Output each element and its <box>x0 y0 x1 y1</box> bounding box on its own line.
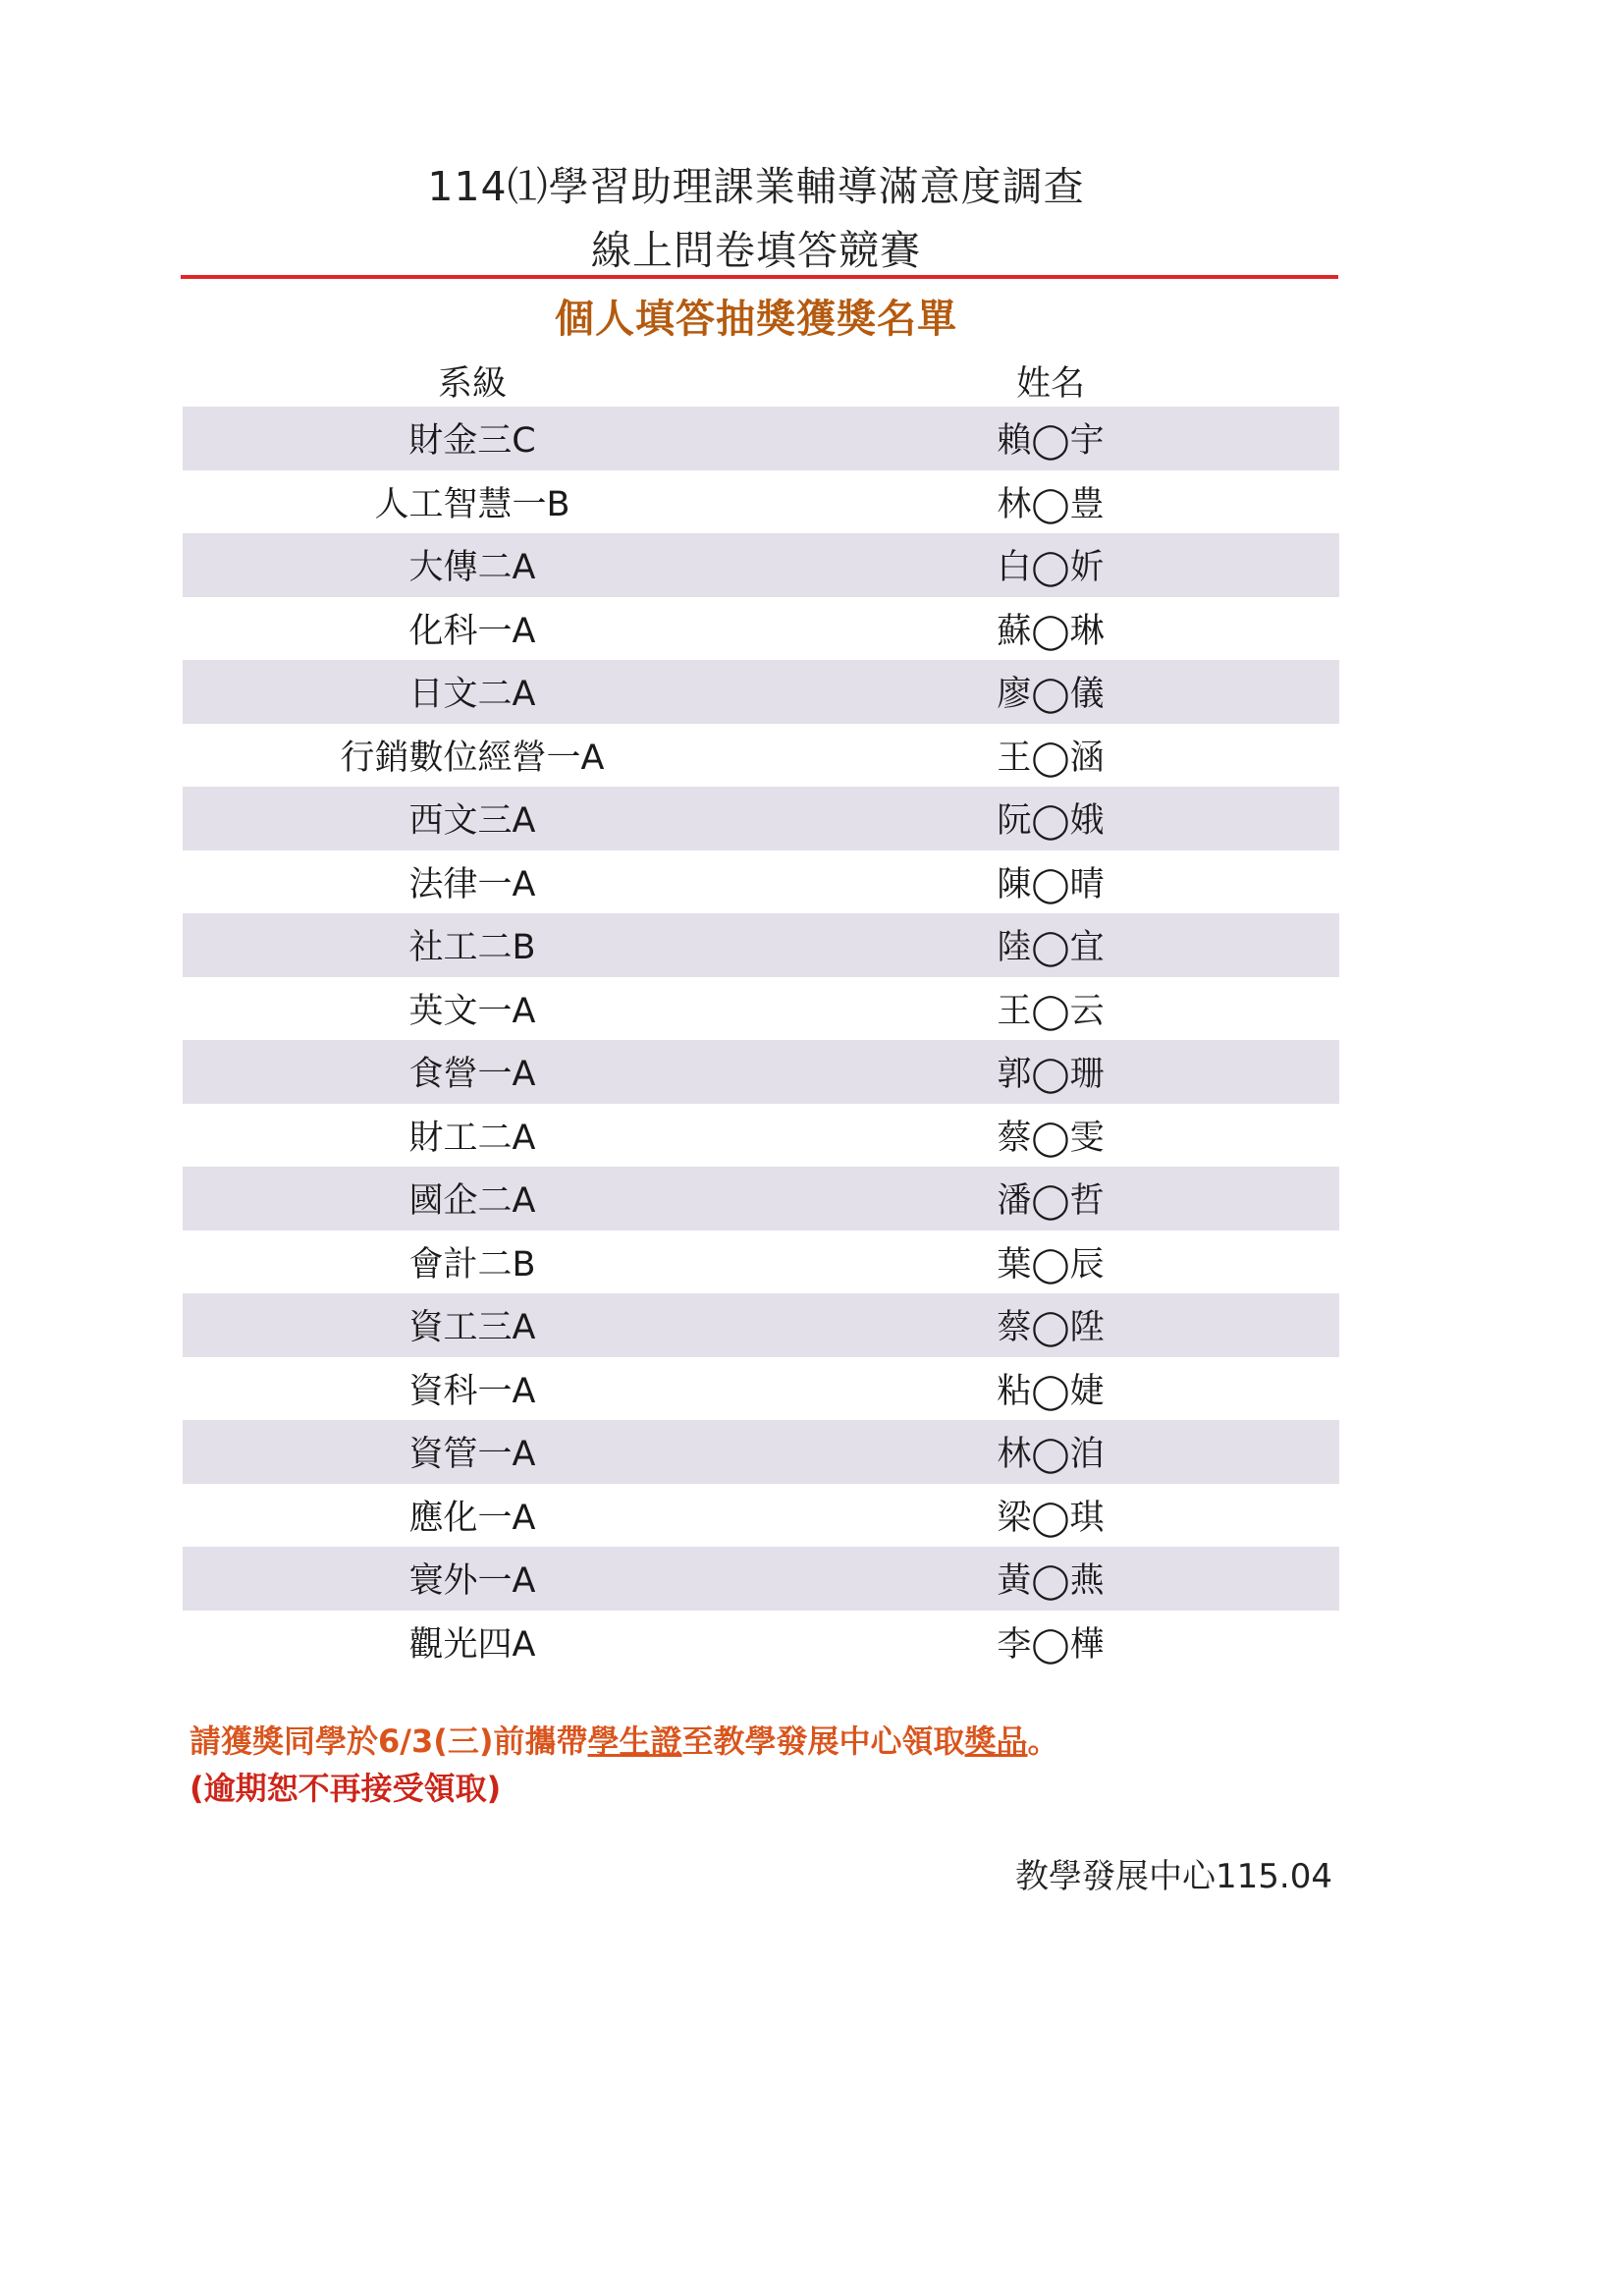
cell-name: 潘◯哲 <box>997 1181 1105 1222</box>
cell-name: 粘◯婕 <box>997 1371 1105 1411</box>
document-title-line-2: 線上問卷填答競賽 <box>591 227 921 274</box>
table-body <box>183 407 1339 1673</box>
cell-name: 蔡◯陞 <box>997 1308 1105 1348</box>
cell-name: 李◯樺 <box>997 1624 1105 1665</box>
notice-prize: 獎品 <box>964 1722 1028 1760</box>
cell-name: 林◯豊 <box>997 484 1105 524</box>
cell-name: 王◯云 <box>997 991 1105 1031</box>
cell-department: 資管一A <box>408 1435 536 1475</box>
cell-name: 王◯涵 <box>997 738 1105 778</box>
cell-name: 白◯妡 <box>997 548 1105 588</box>
cell-department: 資科一A <box>408 1371 536 1411</box>
table-row <box>183 977 1339 1041</box>
cell-name: 陸◯宜 <box>997 928 1105 968</box>
issuer-signature: 教學發展中心115.04 <box>1015 1857 1332 1896</box>
table-row <box>183 913 1339 977</box>
notice-text-1: 請獲獎同學於6/3(三)前攜帶 <box>189 1722 588 1760</box>
document-title-line-1: 114⑴學習助理課業輔導滿意度調查 <box>427 163 1085 210</box>
cell-department: 觀光四A <box>408 1624 536 1665</box>
cell-department: 大傳二A <box>408 548 536 588</box>
cell-department: 財工二A <box>408 1118 536 1158</box>
column-header-department: 系級 <box>437 364 507 404</box>
cell-department: 財金三C <box>408 421 536 462</box>
table-row <box>183 407 1339 470</box>
cell-name: 賴◯宇 <box>997 421 1105 462</box>
table-row <box>183 787 1339 850</box>
cell-name: 葉◯辰 <box>997 1244 1105 1285</box>
cell-department: 會計二B <box>408 1244 536 1285</box>
table-header <box>183 355 1339 407</box>
cell-department: 化科一A <box>408 611 536 651</box>
cell-name: 廖◯儀 <box>997 675 1105 715</box>
cell-name: 陳◯晴 <box>997 864 1105 904</box>
notice-student-id: 學生證 <box>587 1722 682 1760</box>
expiry-notice: (逾期恕不再接受領取) <box>189 1770 502 1807</box>
table-row <box>183 533 1339 597</box>
cell-department: 人工智慧一B <box>374 484 570 524</box>
cell-name: 林◯洎 <box>997 1435 1105 1475</box>
table-row <box>183 1293 1339 1357</box>
winners-list-subtitle: 個人填答抽獎獲獎名單 <box>555 297 957 342</box>
table-row <box>183 597 1339 661</box>
cell-department: 英文一A <box>408 991 536 1031</box>
cell-department: 日文二A <box>408 675 536 715</box>
cell-department: 資工三A <box>408 1308 536 1348</box>
table-row <box>183 1420 1339 1484</box>
collection-notice <box>189 1717 1059 1762</box>
cell-name: 蔡◯雯 <box>997 1118 1105 1158</box>
table-row <box>183 1547 1339 1611</box>
notice-text-3: 。 <box>1027 1722 1059 1760</box>
table-row <box>183 660 1339 724</box>
table-row <box>183 1611 1339 1674</box>
cell-department: 國企二A <box>408 1181 536 1222</box>
cell-department: 社工二B <box>408 928 536 968</box>
table-row <box>183 1040 1339 1104</box>
notice-text-2: 至教學發展中心領取 <box>681 1722 965 1760</box>
cell-name: 梁◯琪 <box>997 1498 1105 1538</box>
table-row <box>183 1104 1339 1168</box>
cell-department: 應化一A <box>408 1498 536 1538</box>
table-row <box>183 1230 1339 1294</box>
cell-department: 食營一A <box>408 1055 536 1095</box>
table-row <box>183 724 1339 788</box>
table-row <box>183 1167 1339 1230</box>
table-row <box>183 470 1339 534</box>
title-divider <box>181 275 1338 279</box>
cell-name: 黃◯燕 <box>997 1561 1105 1602</box>
cell-department: 行銷數位經營一A <box>340 738 605 778</box>
cell-name: 郭◯珊 <box>997 1055 1105 1095</box>
table-row <box>183 1484 1339 1548</box>
winners-table <box>183 355 1339 1673</box>
column-header-name: 姓名 <box>1015 364 1085 404</box>
cell-department: 西文三A <box>408 801 536 842</box>
cell-department: 法律一A <box>408 864 536 904</box>
cell-department: 寰外一A <box>408 1561 536 1602</box>
cell-name: 蘇◯琳 <box>997 611 1105 651</box>
table-row <box>183 1357 1339 1421</box>
cell-name: 阮◯娥 <box>997 801 1105 842</box>
table-row <box>183 850 1339 914</box>
